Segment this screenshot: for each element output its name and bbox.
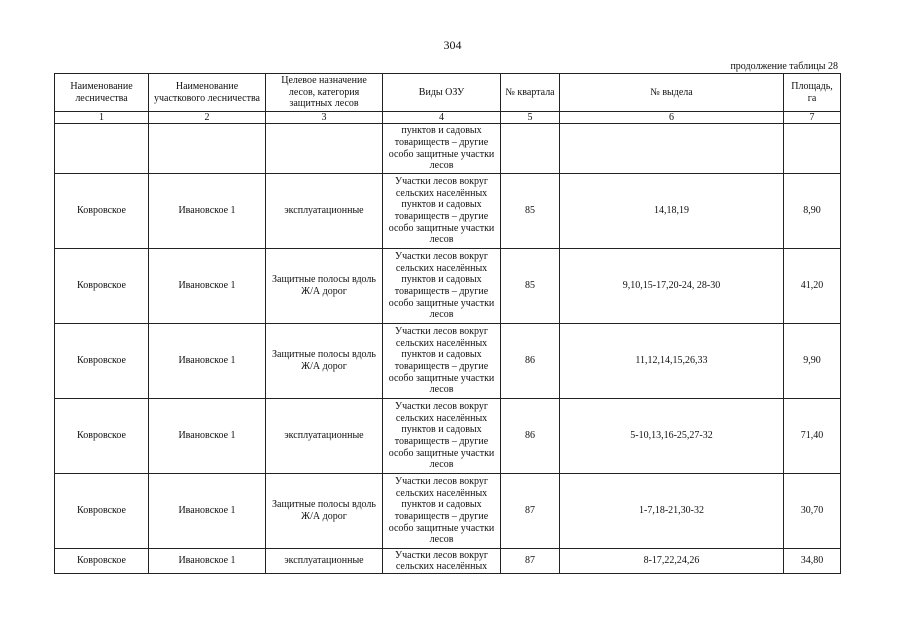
cell-section: 9,10,15-17,20-24, 28-30 xyxy=(560,249,784,324)
cell-area: 34,80 xyxy=(784,549,841,574)
cell-purpose: эксплуатационные xyxy=(266,399,383,474)
column-number: 7 xyxy=(784,112,841,124)
cell-ozu-text: Участки лесов вокруг сельских населённых xyxy=(395,549,488,573)
cell-ozu-type: Участки лесов вокруг сельских населённых пунктов и садовых товариществ – другие особо защитные участки лесов xyxy=(383,399,501,474)
table-continuation-note: продолжение таблицы 28 xyxy=(730,61,838,72)
cell-purpose: Защитные полосы вдоль Ж/А дорог xyxy=(266,249,383,324)
column-number: 5 xyxy=(501,112,560,124)
cell-area: 30,70 xyxy=(784,474,841,549)
cell-forestry: Ковровское xyxy=(55,174,149,249)
cell-section: 14,18,19 xyxy=(560,174,784,249)
cell-quarter: 87 xyxy=(501,474,560,549)
header-area: Площадь, га xyxy=(784,74,841,112)
cell-area: 8,90 xyxy=(784,174,841,249)
column-number: 3 xyxy=(266,112,383,124)
cell-quarter: 85 xyxy=(501,249,560,324)
column-number: 1 xyxy=(55,112,149,124)
cell-district-forestry: Ивановское 1 xyxy=(149,174,266,249)
cell-section: 8-17,22,24,26 xyxy=(560,549,784,574)
header-ozu-type: Виды ОЗУ xyxy=(383,74,501,112)
table-row xyxy=(55,399,841,474)
cell-section: 1-7,18-21,30-32 xyxy=(560,474,784,549)
cell-purpose: эксплуатационные xyxy=(266,549,383,574)
forest-table xyxy=(54,73,841,574)
cell-area: 71,40 xyxy=(784,399,841,474)
page-number: 304 xyxy=(443,38,462,52)
table-row xyxy=(55,549,841,574)
cell-district-forestry: Ивановское 1 xyxy=(149,399,266,474)
cell-quarter xyxy=(501,124,560,174)
cell-area xyxy=(784,124,841,174)
cell-district-forestry: Ивановское 1 xyxy=(149,249,266,324)
cell-quarter: 85 xyxy=(501,174,560,249)
table-row xyxy=(55,474,841,549)
table-row xyxy=(55,174,841,249)
cell-quarter: 87 xyxy=(501,549,560,574)
column-number: 6 xyxy=(560,112,784,124)
cell-purpose: эксплуатационные xyxy=(266,174,383,249)
cell-ozu-type xyxy=(383,549,501,574)
cell-district-forestry: Ивановское 1 xyxy=(149,474,266,549)
cell-ozu-type: Участки лесов вокруг сельских населённых пунктов и садовых товариществ – другие особо защитные участки лесов xyxy=(383,324,501,399)
cell-purpose xyxy=(266,124,383,174)
cell-forestry: Ковровское xyxy=(55,399,149,474)
table-row xyxy=(55,124,841,174)
cell-purpose: Защитные полосы вдоль Ж/А дорог xyxy=(266,324,383,399)
cell-forestry xyxy=(55,124,149,174)
cell-forestry: Ковровское xyxy=(55,324,149,399)
cell-quarter: 86 xyxy=(501,324,560,399)
header-row xyxy=(55,74,841,112)
cell-ozu-type: пунктов и садовых товариществ – другие особо защитные участки лесов xyxy=(383,124,501,174)
cell-ozu-type: Участки лесов вокруг сельских населённых пунктов и садовых товариществ – другие особо защитные участки лесов xyxy=(383,249,501,324)
cell-forestry: Ковровское xyxy=(55,474,149,549)
cell-area: 41,20 xyxy=(784,249,841,324)
cell-ozu-type: Участки лесов вокруг сельских населённых пунктов и садовых товариществ – другие особо защитные участки лесов xyxy=(383,474,501,549)
cell-forestry: Ковровское xyxy=(55,549,149,574)
cell-district-forestry: Ивановское 1 xyxy=(149,549,266,574)
cell-section: 5-10,13,16-25,27-32 xyxy=(560,399,784,474)
cell-purpose: Защитные полосы вдоль Ж/А дорог xyxy=(266,474,383,549)
header-quarter: № квартала xyxy=(501,74,560,112)
column-number: 2 xyxy=(149,112,266,124)
cell-ozu-type: Участки лесов вокруг сельских населённых пунктов и садовых товариществ – другие особо защитные участки лесов xyxy=(383,174,501,249)
cell-quarter: 86 xyxy=(501,399,560,474)
cell-area: 9,90 xyxy=(784,324,841,399)
cell-district-forestry: Ивановское 1 xyxy=(149,324,266,399)
cell-district-forestry xyxy=(149,124,266,174)
header-section: № выдела xyxy=(560,74,784,112)
header-forestry: Наименование лесничества xyxy=(55,74,149,112)
cell-section: 11,12,14,15,26,33 xyxy=(560,324,784,399)
header-district-forestry: Наименование участкового лесничества xyxy=(149,74,266,112)
cell-forestry: Ковровское xyxy=(55,249,149,324)
column-number: 4 xyxy=(383,112,501,124)
column-number-row xyxy=(55,112,841,124)
header-purpose: Целевое назначение лесов, категория защитных лесов xyxy=(266,74,383,112)
table-row xyxy=(55,324,841,399)
cell-section xyxy=(560,124,784,174)
table-row xyxy=(55,249,841,324)
